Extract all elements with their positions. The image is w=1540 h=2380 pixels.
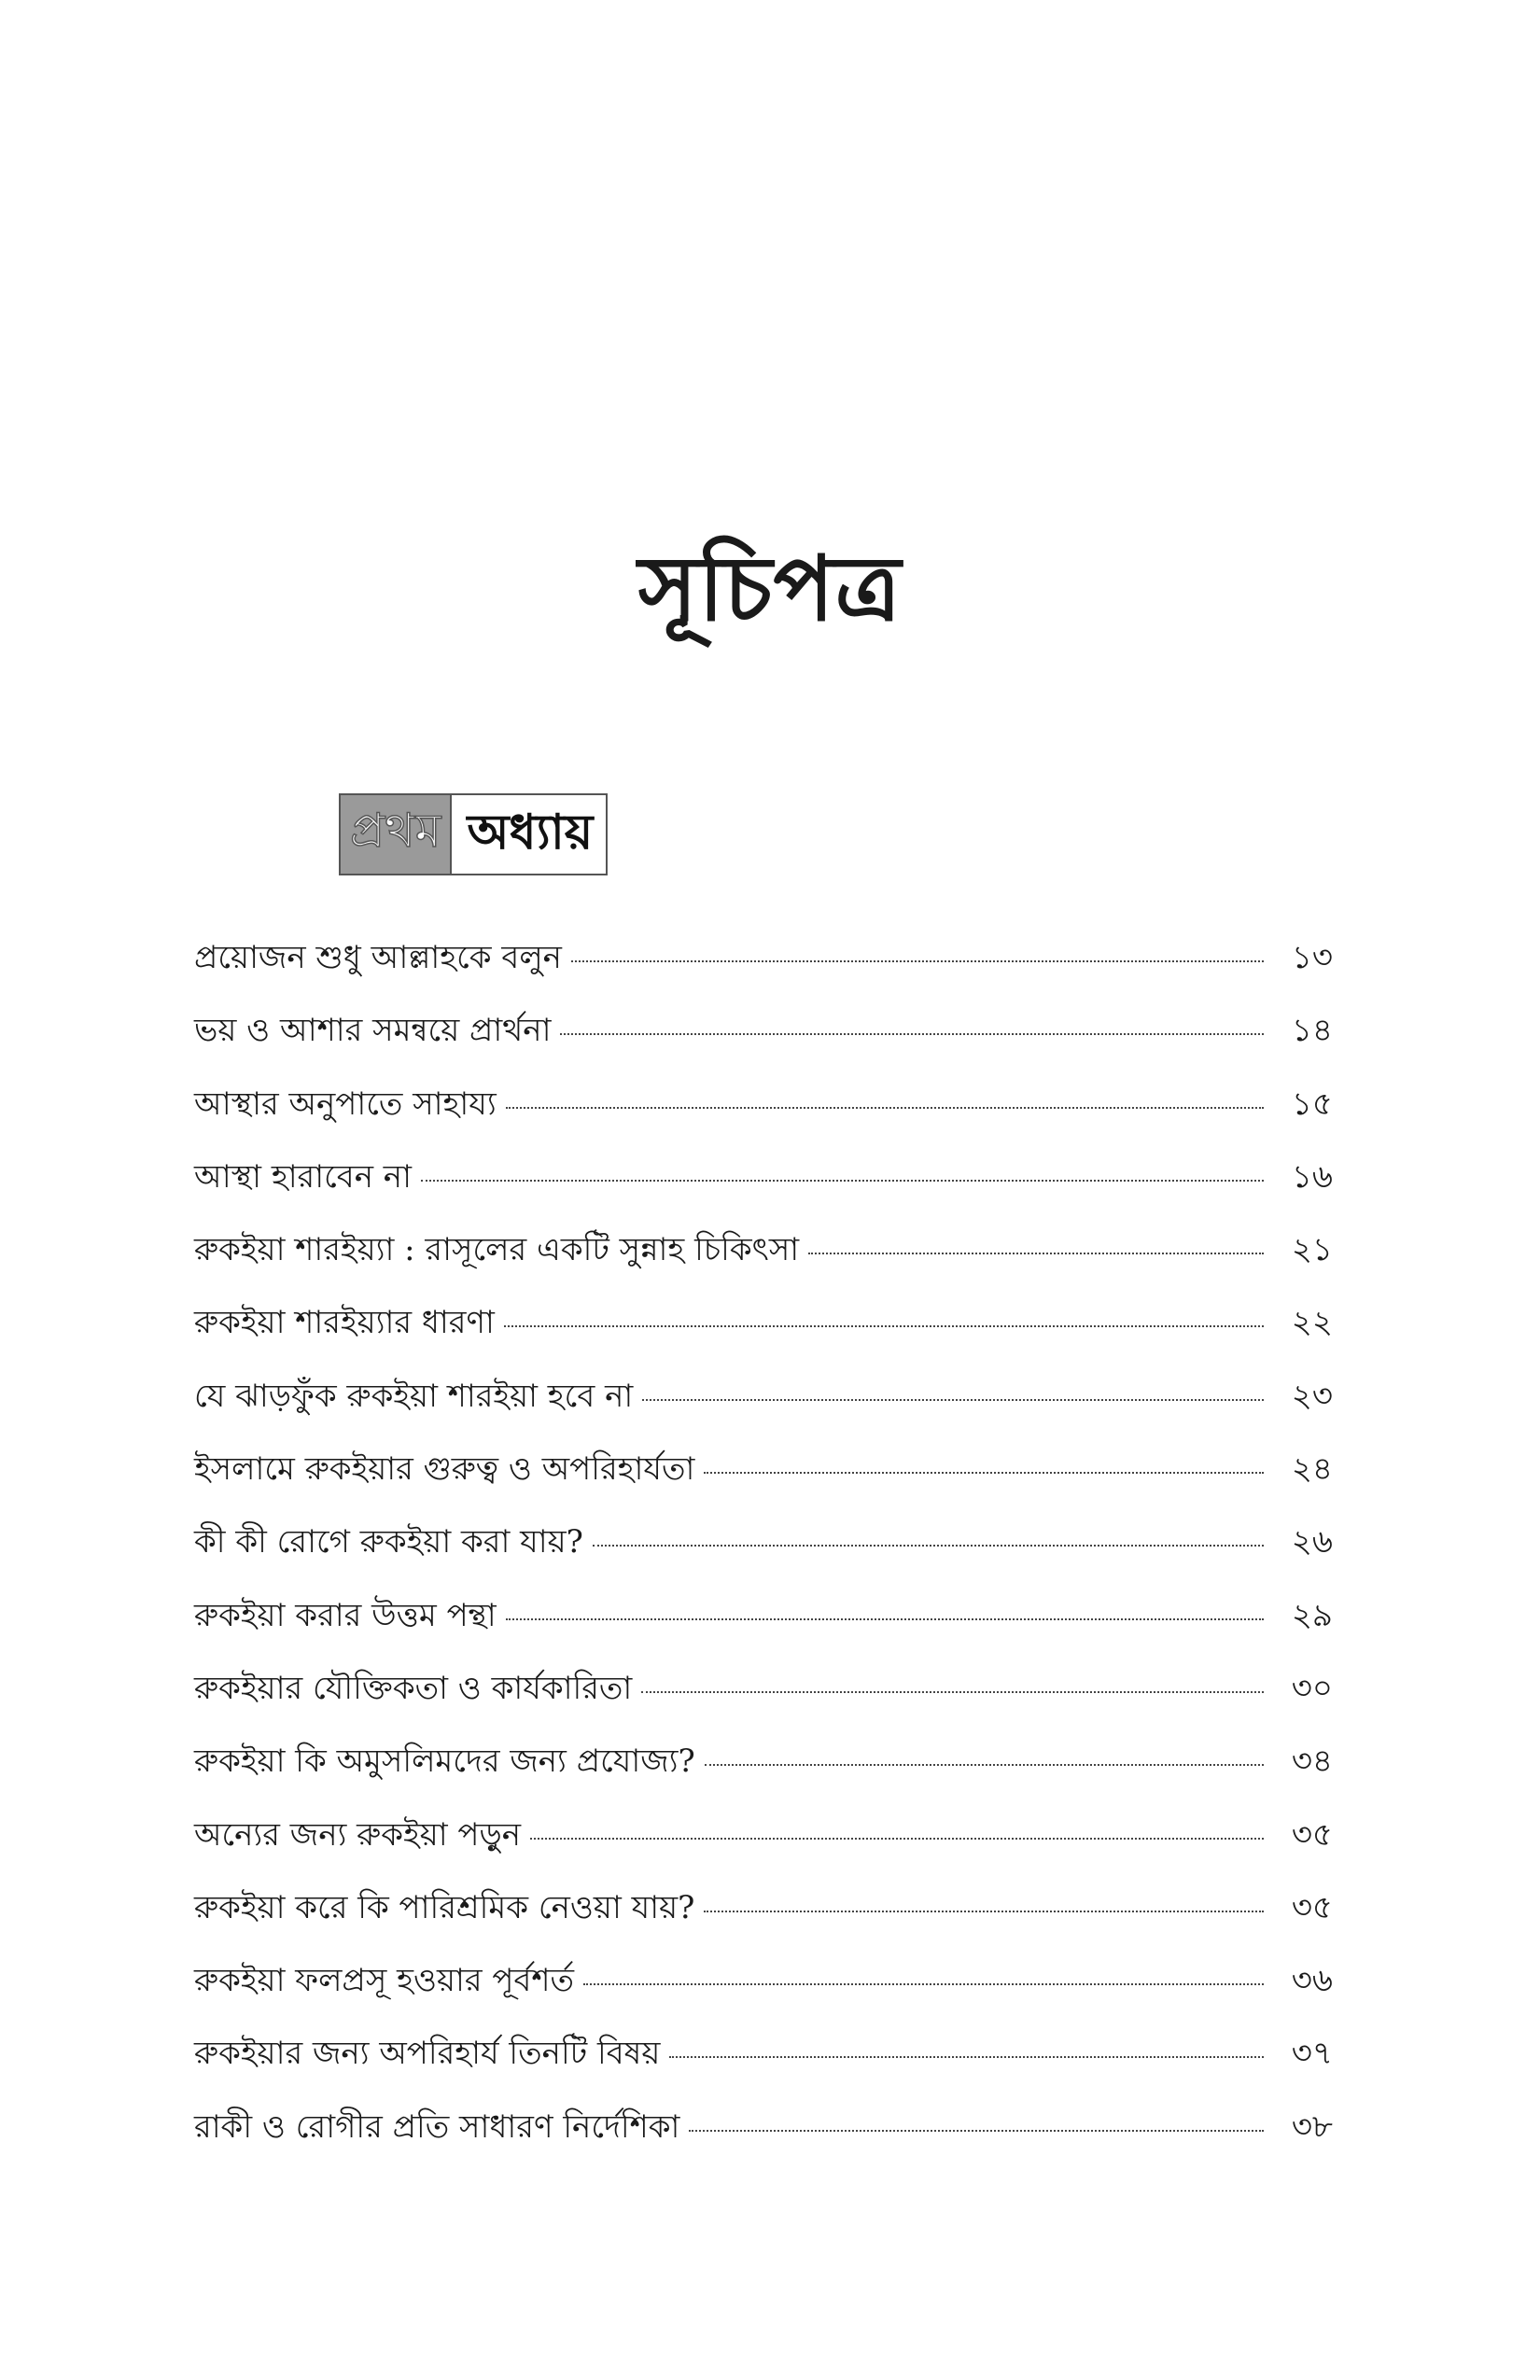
toc-entry-page-number: ২২ bbox=[1291, 1304, 1333, 1342]
toc-entry[interactable] bbox=[194, 1372, 1333, 1445]
toc-dot-leader bbox=[642, 1399, 1264, 1401]
toc-entry-page-number: ৩৫ bbox=[1291, 1888, 1333, 1926]
toc-entry-page-number: ১৪ bbox=[1291, 1012, 1333, 1050]
toc-entry-title: রুকইয়া কি অমুসলিমদের জন্য প্রযোজ্য? bbox=[194, 1743, 695, 1781]
toc-entry[interactable] bbox=[194, 1737, 1333, 1810]
toc-entry-title: প্রয়োজন শুধু আল্লাহকে বলুন bbox=[194, 939, 562, 976]
toc-entry-page-number: ৩০ bbox=[1291, 1669, 1333, 1707]
toc-entry-title: রুকইয়া করে কি পারিশ্রমিক নেওয়া যায়? bbox=[194, 1888, 695, 1926]
toc-dot-leader bbox=[641, 1691, 1264, 1693]
toc-entry-page-number: ২৪ bbox=[1291, 1450, 1333, 1489]
toc-dot-leader bbox=[560, 1033, 1264, 1035]
toc-entry-title: কী কী রোগে রুকইয়া করা যায়? bbox=[194, 1523, 583, 1561]
toc-dot-leader bbox=[705, 1764, 1264, 1766]
toc-entry-page-number: ১৩ bbox=[1291, 939, 1333, 976]
toc-entry-title: ইসলামে রুকইয়ার গুরুত্ব ও অপরিহার্যতা bbox=[194, 1450, 695, 1489]
toc-entry[interactable] bbox=[194, 933, 1333, 1006]
toc-entry[interactable] bbox=[194, 1298, 1333, 1371]
toc-entry-title: রুকইয়া শারইয়্যা : রাসূলের একটি সুন্নাহ চিকিৎসা bbox=[194, 1231, 800, 1269]
toc-dot-leader bbox=[583, 1983, 1264, 1985]
toc-dot-leader bbox=[506, 1107, 1264, 1109]
toc-dot-leader bbox=[593, 1545, 1264, 1547]
toc-entry-page-number: ২৯ bbox=[1291, 1596, 1333, 1634]
toc-entry-title: আস্থা হারাবেন না bbox=[194, 1157, 412, 1196]
toc-entry-title: রুকইয়া ফলপ্রসূ হওয়ার পূর্বশর্ত bbox=[194, 1962, 574, 2000]
toc-entry-page-number: ২৩ bbox=[1291, 1377, 1333, 1415]
toc-entry-page-number: ২৬ bbox=[1291, 1523, 1333, 1561]
toc-entry[interactable] bbox=[194, 1006, 1333, 1079]
toc-entry[interactable] bbox=[194, 1664, 1333, 1737]
toc-entry-page-number: ৩৭ bbox=[1291, 2035, 1333, 2073]
toc-dot-leader bbox=[808, 1253, 1264, 1254]
toc-entry[interactable] bbox=[194, 1883, 1333, 1956]
toc-dot-leader bbox=[704, 1911, 1264, 1912]
toc-entry-title: আস্থার অনুপাতে সাহায্য bbox=[194, 1085, 497, 1123]
toc-dot-leader bbox=[506, 1618, 1264, 1620]
toc-entry[interactable] bbox=[194, 1080, 1333, 1153]
toc-entry-page-number: ১৬ bbox=[1291, 1157, 1333, 1196]
toc-entry[interactable] bbox=[194, 1956, 1333, 2029]
toc-entry-title: রুকইয়া শারইয়্যার ধারণা bbox=[194, 1304, 495, 1342]
toc-entry-title: রুকইয়া করার উত্তম পন্থা bbox=[194, 1596, 497, 1634]
toc-dot-leader bbox=[530, 1838, 1264, 1840]
chapter-heading-second: অধ্যায় bbox=[452, 795, 606, 874]
toc-entry-title: রুকইয়ার জন্য অপরিহার্য তিনটি বিষয় bbox=[194, 2035, 661, 2073]
toc-entry-title: অন্যের জন্য রুকইয়া পড়ুন bbox=[194, 1815, 522, 1854]
toc-dot-leader bbox=[704, 1472, 1264, 1474]
toc-entry-title: রুকইয়ার যৌক্তিকতা ও কার্যকারিতা bbox=[194, 1669, 633, 1707]
toc-entry[interactable] bbox=[194, 1591, 1333, 1664]
table-of-contents bbox=[194, 933, 1333, 2176]
toc-dot-leader bbox=[421, 1180, 1264, 1182]
toc-dot-leader bbox=[669, 2056, 1264, 2058]
chapter-heading-first: প্রথম bbox=[341, 795, 452, 874]
toc-entry-page-number: ৩৪ bbox=[1291, 1743, 1333, 1781]
toc-entry[interactable] bbox=[194, 1518, 1333, 1590]
toc-entry-page-number: ৩৮ bbox=[1291, 2107, 1333, 2146]
toc-entry-page-number: ৩৫ bbox=[1291, 1815, 1333, 1854]
toc-entry-title: যে ঝাড়ফুঁক রুকইয়া শারইয়া হবে না bbox=[194, 1377, 634, 1415]
toc-entry[interactable] bbox=[194, 2029, 1333, 2102]
chapter-heading bbox=[339, 793, 608, 875]
toc-entry[interactable] bbox=[194, 1153, 1333, 1225]
toc-dot-leader bbox=[689, 2130, 1264, 2132]
toc-entry[interactable] bbox=[194, 1225, 1333, 1298]
toc-entry[interactable] bbox=[194, 1811, 1333, 1883]
toc-entry[interactable] bbox=[194, 1445, 1333, 1518]
toc-entry[interactable] bbox=[194, 2103, 1333, 2176]
toc-entry-page-number: ২১ bbox=[1291, 1231, 1333, 1269]
toc-dot-leader bbox=[504, 1325, 1264, 1327]
toc-entry-page-number: ১৫ bbox=[1291, 1085, 1333, 1123]
toc-dot-leader bbox=[571, 960, 1264, 962]
toc-entry-title: রাকী ও রোগীর প্রতি সাধারণ নির্দেশিকা bbox=[194, 2107, 680, 2146]
toc-entry-title: ভয় ও আশার সমন্বয়ে প্রার্থনা bbox=[194, 1012, 552, 1050]
toc-entry-page-number: ৩৬ bbox=[1291, 1962, 1333, 2000]
page-title: সূচিপত্র bbox=[637, 537, 903, 642]
